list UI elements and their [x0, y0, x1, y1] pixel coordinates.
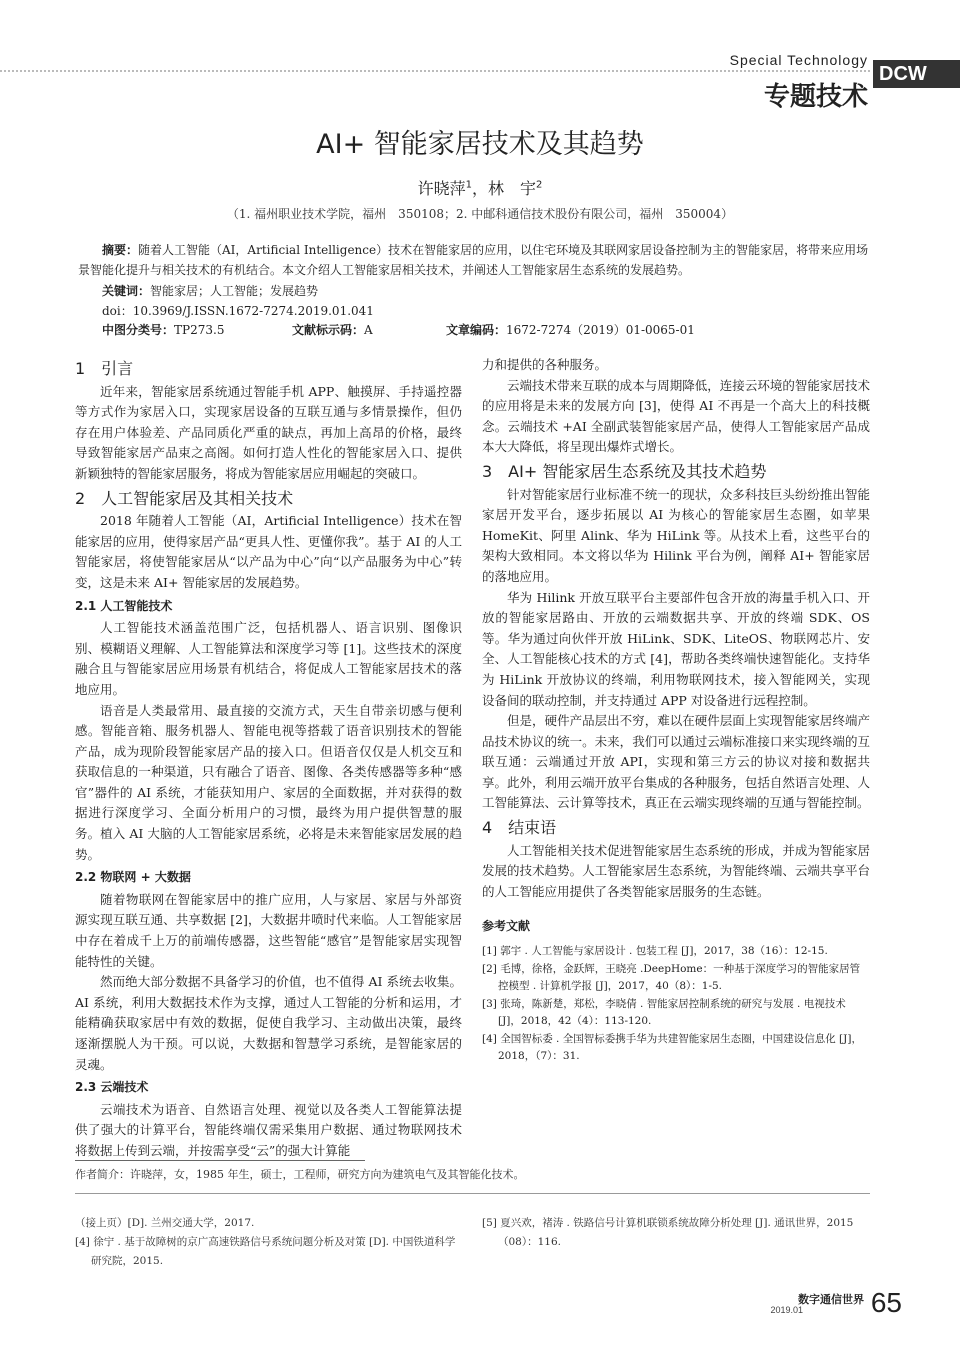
header-chinese-label: 专题技术 [763, 82, 868, 112]
reference-item: [3] 张琦，陈新楚，郑松，李晓倩 . 智能家居控制系统的研究与发展 . 电视技术 [J]，2018，42（4）：113-120. [482, 998, 846, 1028]
section-2-1-paragraph-1: 人工智能技术涵盖范围广泛，包括机器人、语言识别、图像识别、模糊语义理解、人工智能算法和深度学习等 [1]。这些技术的深度融合且与智能家居应用场景有机结合，将促成人工智能家居技术的落地应用。 [75, 620, 462, 697]
reference-item: [4] 全国智标委 . 全国智标委携手华为共建智能家居生态圈，中国建设信息化 [J]，2018，（7）：31. [482, 1033, 862, 1063]
author-1-affil: 1 [465, 179, 472, 191]
section-4-paragraph: 人工智能相关技术促进智能家居生态系统的形成，并成为智能家居发展的技术趋势。人工智能家居生态系统，为智能终端、云端共享平台的人工智能应用提供了各类智能家居服务的生态链。 [482, 842, 870, 899]
left-column [75, 355, 462, 1162]
section-2-1-heading: 2.1 人工智能技术 [75, 598, 173, 613]
keywords-label: 关键词： [102, 284, 151, 298]
right-column [482, 355, 870, 1066]
author-2: 林 宇 [488, 179, 537, 198]
doc-code-label: 文献标示码： [292, 323, 365, 337]
continuation-item: （接上页）[D]. 兰州交通大学，2017. [75, 1217, 255, 1229]
section-2-3-heading: 2.3 云端技术 [75, 1080, 149, 1095]
abstract-text: 随着人工智能（AI，Artificial Intelligence）技术在智能家居的应用，以住宅环境及其联网家居设备控制为主的智能家居，将带来应用场景智能化提升与相关技术的有机结合。本文介绍人工智能家居相关技术，并阐述人工智能家居生态系统的发展趋势。 [78, 243, 869, 277]
continuation-left [75, 1214, 465, 1271]
reference-item: [2] 毛博，徐格，金跃辉，王晓亮 .DeepHome：一种基于深度学习的智能家居管控模型 . 计算机学报 [J]，2017，40（8）：1-5. [482, 963, 861, 993]
paper-title: AI+ 智能家居技术及其趋势 [316, 129, 644, 160]
footnote-rule [75, 1160, 365, 1161]
abstract-label: 摘要： [102, 243, 139, 257]
author-2-affil: 2 [536, 179, 543, 191]
clc-number [102, 321, 224, 338]
dcw-logo: DCW [873, 60, 960, 88]
clc-value: TP273.5 [174, 323, 225, 337]
continued-paragraph: 力和提供的各种服务。 [482, 357, 608, 372]
authors-line [0, 176, 960, 199]
doi-text: 10.3969/J.ISSN.1672-7274.2019.01.041 [132, 304, 374, 318]
section-2-2-paragraph-2: 然而绝大部分数据不具备学习的价值，也不值得 AI 系统去收集。AI 系统，利用大数据技术作为支撑，通过人工智能的分析和运用，才能精确获取家居中有效的数据，促使自我学习、主动做出决策，最终逐渐摆脱人为干预。可以说，大数据和智慧学习系统，是智能家居的灵魂。 [75, 974, 462, 1072]
section-2-2-heading: 2.2 物联网 + 大数据 [75, 870, 191, 885]
keywords [102, 281, 897, 301]
page-number: 65 [870, 1287, 902, 1318]
article-code-label: 文章编码： [446, 323, 507, 337]
doi [102, 301, 897, 321]
continuation-right [482, 1214, 872, 1252]
article-code-value: 1672-7274（2019）01-0065-01 [506, 323, 695, 337]
author-separator: ， [471, 179, 488, 198]
header-english-label: Special Technology [729, 52, 868, 68]
cloud-paragraph: 云端技术带来互联的成本与周期降低，连接云环境的智能家居技术的应用将是未来的发展方向 [3]，使得 AI 不再是一个高大上的科技概念。云端技术 +AI 全副武装智能家居产品，使得人工智能家居产品成本大大降低，将呈现出爆炸式增长。 [482, 377, 870, 455]
doi-label: doi： [102, 304, 133, 318]
keywords-text: 智能家居；人工智能；发展趋势 [150, 284, 319, 298]
section-3-heading: 3 AI+ 智能家居生态系统及其技术趋势 [482, 461, 767, 481]
abstract [78, 240, 873, 280]
section-2-paragraph: 2018 年随着人工智能（AI，Artificial Intelligence）技术在智能家居的应用，使得家居产品“更具人性、更懂你我”。基于 AI 的人工智能家居，将使智能家居从“以产品为中心”向“以产品服务为中心”转变，这是未来 AI+ 智能家居的发展趋势。 [75, 513, 462, 590]
doc-code-value: A [364, 323, 373, 337]
continuation-rule [75, 1193, 870, 1194]
header-dotted-rule [0, 70, 870, 72]
continuation-item: [5] 夏兴欢，褚涛 . 铁路信号计算机联锁系统故障分析处理 [J]. 通讯世界，2015（08）：116. [482, 1217, 854, 1248]
journal-name: 数字通信世界 [798, 1293, 864, 1306]
section-2-1-paragraph-2: 语音是人类最常用、最直接的交流方式，天生自带亲切感与便利感。智能音箱、服务机器人、智能电视等搭载了语音识别技术的智能产品，成为现阶段智能家居产品的接入口。但语音仅仅是人机交互和获取信息的一种渠道，只有融合了语音、图像、各类传感器等多种“感官”器件的 AI 系统，才能获知用户、家居的全面数据，并对获得的数据进行深度学习、全面分析用户的习惯，最终为用户提供智慧的服务。植入 AI 大脑的人工智能家居系统，必将是未来智能家居发展的趋势。 [75, 702, 462, 862]
section-1-paragraph: 近年来，智能家居系统通过智能手机 APP、触摸屏、手持遥控器等方式作为家居入口，实现家居设备的互联互通与多情景操作，但仍存在用户体验差、产品同质化严重的缺点，再加上高昂的价格，最终导致智能家居产品束之高阁。如何打造人性化的智能家居入口、提供新颖独特的智能家居服务，将成为智能家居应用崛起的突破口。 [75, 383, 462, 481]
references-heading: 参考文献 [482, 919, 531, 934]
section-2-2-paragraph-1: 随着物联网在智能家居中的推广应用，人与家居、家居与外部资源实现互联互通、共享数据 [2]，大数据井喷时代来临。人工智能家居中存在着成千上万的前端传感器，这些智能“感官”是智能家居实现智能特性的关键。 [75, 891, 462, 969]
section-4-heading: 4 结束语 [482, 818, 557, 838]
section-3-paragraph-3: 但是，硬件产品层出不穷，难以在硬件层面上实现智能家居终端产品技术协议的统一。未来，我们可以通过云端标准接口来实现终端的互联互通：云端通过开放 API，实现和第三方云的协议对接和数据共享。此外，利用云端开放平台集成的各种服务，包括自然语言处理、人工智能算法、云计算等技术，真正在云端实现终端的互通与智能控制。 [482, 713, 870, 811]
section-2-heading: 2 人工智能家居及其相关技术 [75, 488, 294, 508]
author-1: 许晓萍 [417, 179, 466, 198]
author-bio-footnote: 作者简介：许晓萍，女，1985 年生，硕士，工程师，研究方向为建筑电气及其智能化技术。 [75, 1168, 525, 1181]
affiliations: （1. 福州职业技术学院，福州 350108；2. 中邮科通信技术股份有限公司，福州 350004） [226, 207, 734, 221]
reference-item: [1] 郭宇 . 人工智能与家居设计 . 包装工程 [J]，2017，38（16）：12-15. [482, 945, 828, 958]
section-2-3-paragraph: 云端技术为语音、自然语言处理、视觉以及各类人工智能算法提供了强大的计算平台，智能终端仅需采集用户数据、通过物联网技术将数据上传到云端，并按需享受“云”的强大计算能 [75, 1101, 462, 1158]
section-1-heading: 1 引言 [75, 359, 134, 378]
continuation-item: [4] 徐宁 . 基于故障树的京广高速铁路信号系统问题分析及对策 [D]. 中国铁道科学研究院，2015. [75, 1236, 456, 1267]
document-code [292, 321, 373, 338]
issue-date: 2019.01 [770, 1305, 803, 1315]
article-code [446, 321, 695, 338]
clc-label: 中图分类号： [102, 323, 175, 337]
section-3-paragraph-2: 华为 Hilink 开放互联平台主要部件包含开放的海量手机入口、开放的智能家居路由、开放的云端数据共享、开放的终端 SDK、OS 等。华为通过向伙伴开放 HiLink、SDK、LiteOS、物联网芯片、安全、人工智能核心技术的方式 [4]，帮助各类终端快速智能化。支持华为 HiLink 开放协议的终端，利用物联网技术，接入智能网关，实现设备间的联动控制，并支持通过 APP 对设备进行远程控制。 [482, 589, 870, 708]
section-3-paragraph-1: 针对智能家居行业标准不统一的现状，众多科技巨头纷纷推出智能家居开发平台，逐步拓展以 AI 为核心的智能家居生态圈，如苹果 HomeKit、阿里 Alink、华为 HiLink 等。从技术上看，这些平台的架构大致相同。本文将以华为 Hilink 平台为例，阐释 AI+ 智能家居的落地应用。 [482, 486, 870, 584]
